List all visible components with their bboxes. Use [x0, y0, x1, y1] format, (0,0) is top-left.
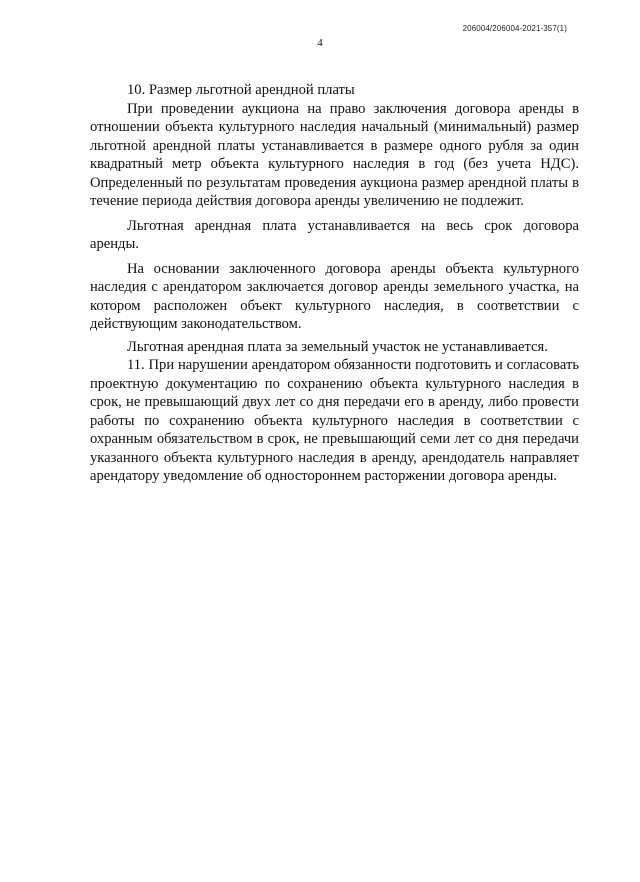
paragraph: На основании заключенного договора аренды объекта культурного наследия с арендатором заключается договор аренды земельного участка, на котором расположен объект культурного наследия, в соответствии с действующим законодательством. [90, 260, 579, 332]
page-number: 4 [317, 37, 323, 49]
section-heading: 10. Размер льготной арендной платы [127, 82, 355, 98]
document-id: 206004/206004-2021-357(1) [462, 24, 567, 33]
paragraph: Льготная арендная плата устанавливается на весь срок договора аренды. [90, 217, 579, 252]
paragraph: Льготная арендная плата за земельный участок не устанавливается. [127, 338, 548, 355]
document-body [90, 81, 579, 486]
paragraph: При проведении аукциона на право заключения договора аренды в отношении объекта культурного наследия начальный (минимальный) размер льготной арендной платы устанавливается в размере одного рубля за один квадратный метр объекта культурного наследия в год (без учета НДС). Определенный по результатам проведения аукциона размер арендной платы в течение периода действия договора аренды увеличению не подлежит. [90, 100, 579, 209]
paragraph: 11. При нарушении арендатором обязанности подготовить и согласовать проектную документацию по сохранению объекта культурного наследия в срок, не превышающий двух лет со дня передачи его в аренду, либо провести работы по сохранению объекта культурного наследия в соответствии с охранным обязательством в срок, не превышающий семи лет со дня передачи указанного объекта культурного наследия в аренду, арендодатель направляет арендатору уведомление об одностороннем расторжении договора аренды. [90, 357, 579, 484]
